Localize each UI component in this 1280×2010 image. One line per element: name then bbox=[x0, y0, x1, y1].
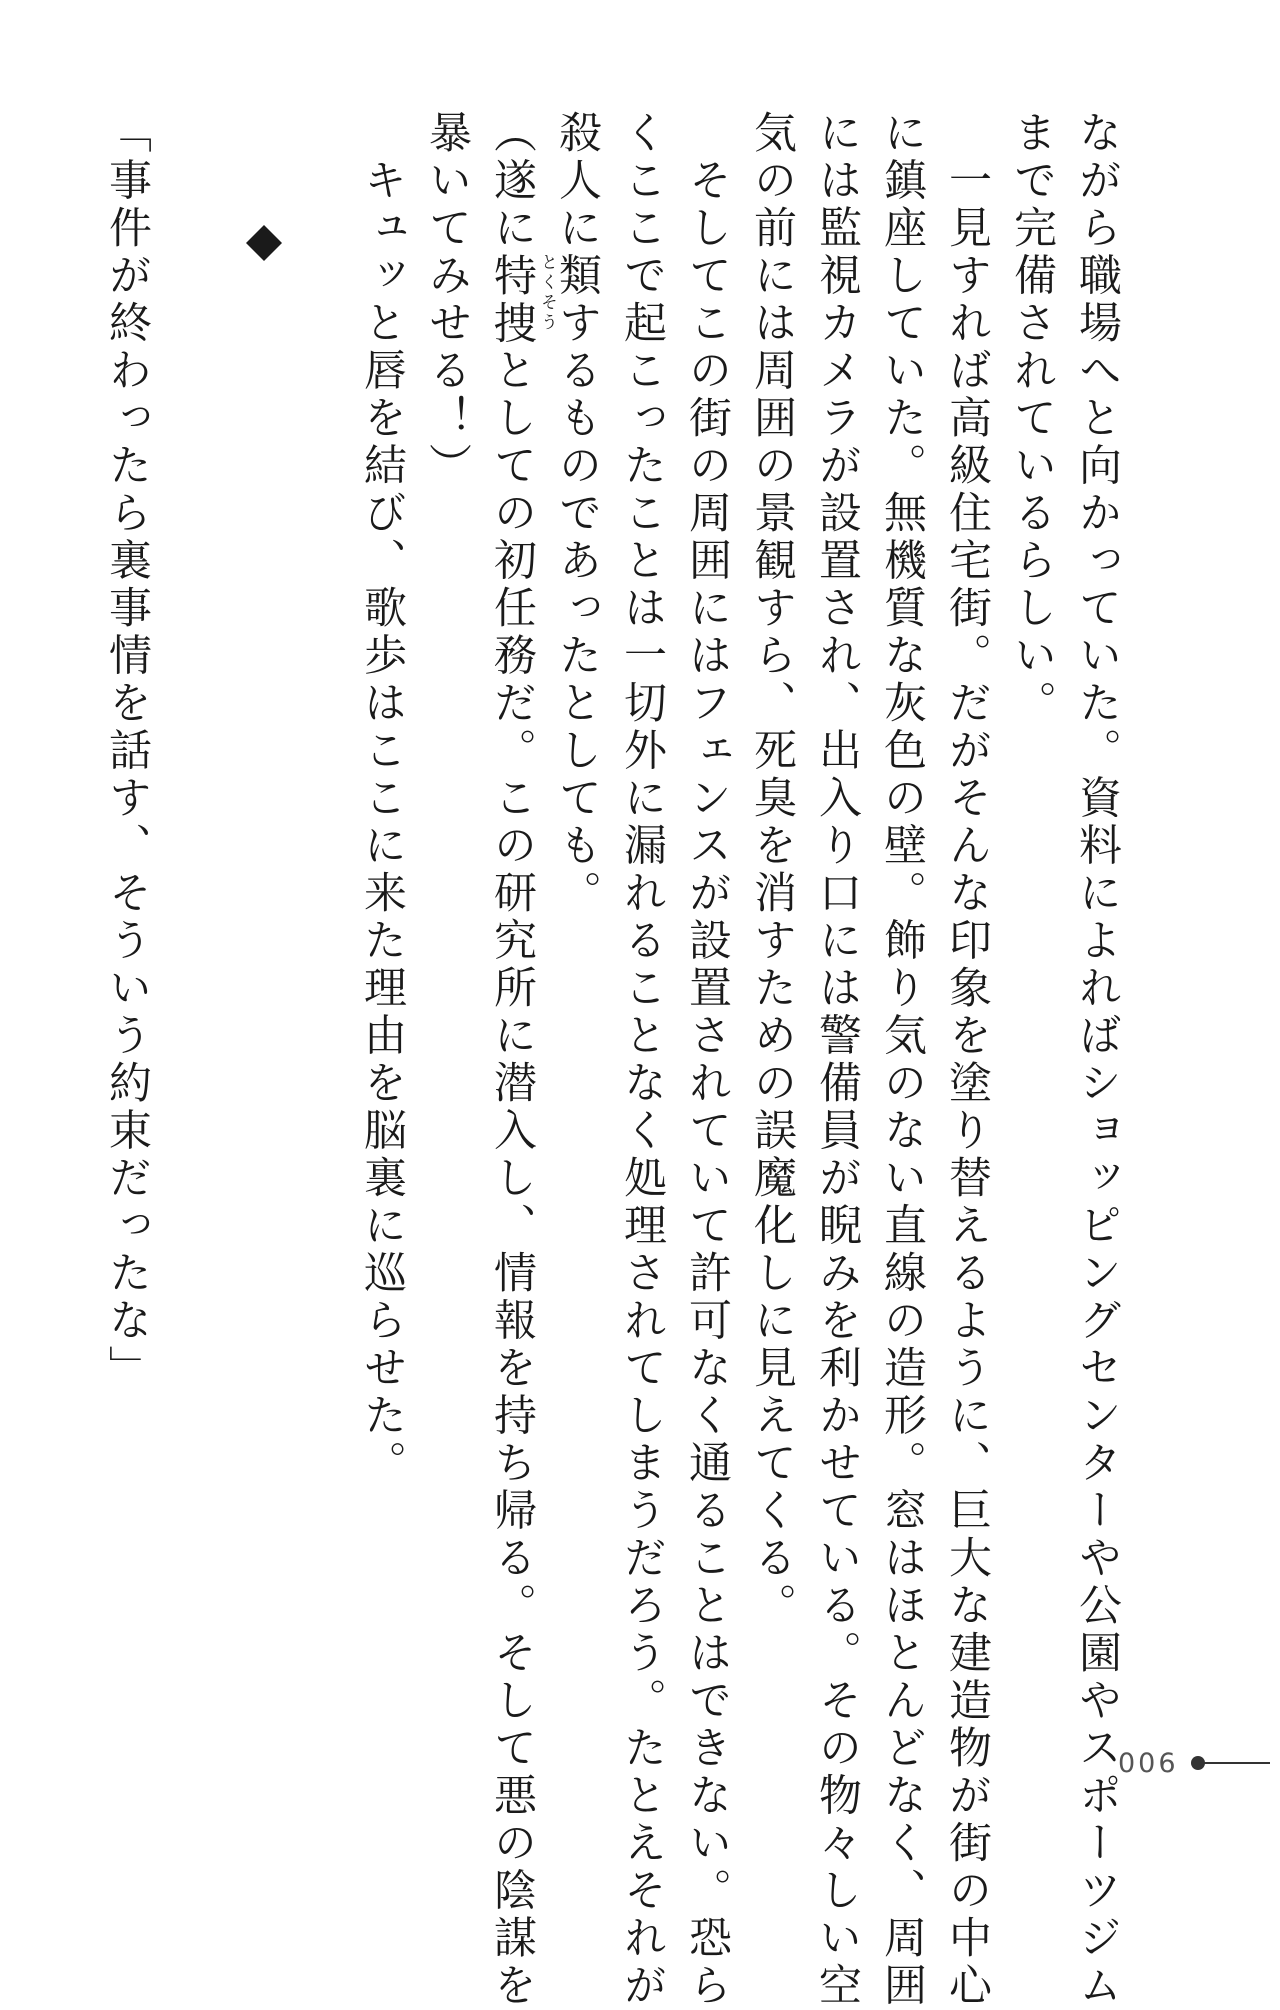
scene-break-diamond-icon bbox=[246, 225, 282, 261]
text-column-10 bbox=[490, 110, 533, 2010]
page-marker-line-icon bbox=[1190, 1753, 1270, 1773]
text-column-9: 殺人に類するものであったとしても。 bbox=[555, 110, 598, 918]
ruby-base-wrap bbox=[490, 253, 533, 348]
ruby-line-before: （遂に bbox=[487, 110, 537, 253]
text-column-7: そしてこの街の周囲にはフェンスが設置されていて許可なく通ることはできない。恐ら bbox=[685, 110, 728, 2010]
text-column-8: くここで起こったことは一切外に漏れることなく処理されてしまうだろう。たとえそれが bbox=[620, 110, 663, 2010]
page-number: 006 bbox=[1118, 1748, 1179, 1779]
ruby-line-after: としての初任務だ。この研究所に潜入し、情報を持ち帰る。そして悪の陰謀を bbox=[487, 348, 537, 2010]
text-column-3: 一見すれば高級住宅街。だがそんな印象を塗り替えるように、巨大な建造物が街の中心 bbox=[945, 110, 988, 2010]
text-column-4: に鎮座していた。無機質な灰色の壁。飾り気のない直線の造形。窓はほとんどなく、周囲 bbox=[880, 110, 923, 2010]
text-column-5: には監視カメラが設置され、出入り口には警備員が睨みを利かせている。その物々しい空 bbox=[815, 110, 858, 2010]
text-column-6: 気の前には周囲の景観すら、死臭を消すための誤魔化しに見えてくる。 bbox=[750, 110, 793, 1630]
text-column-12: キュッと唇を結び、歌歩はここに来た理由を脳裏に巡らせた。 bbox=[360, 110, 403, 1488]
text-column-2: まで完備されているらしい。 bbox=[1010, 110, 1053, 728]
ruby-base: 特捜 bbox=[487, 253, 537, 348]
text-column-1: ながら職場へと向かっていた。資料によればショッピングセンターや公園やスポーツジム bbox=[1075, 110, 1118, 2010]
text-column-dialogue: 「事件が終わったら裏事情を話す、そういう約束だったな」 bbox=[105, 110, 148, 1393]
text-column-11: 暴いてみせる！） bbox=[425, 110, 468, 490]
ruby-annotation: とくそう bbox=[538, 253, 555, 333]
